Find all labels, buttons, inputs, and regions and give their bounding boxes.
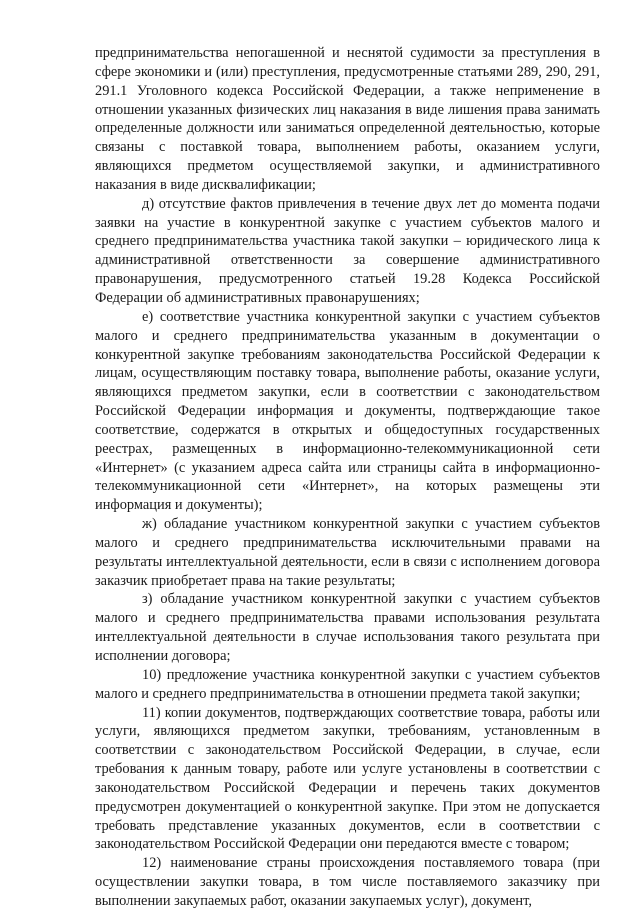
paragraph-item-11: 11) копии документов, подтверждающих соответствие товара, работы или услуги, являющихся предметом закупки, требованиям, установленным в соответствии с законодательством Российской Федерации, в случае, если требования к данным товару, работе или услуге установлены в соответствии с законодательством Российской Федерации и перечень таких документов предусмотрен документацией о конкурентной закупке. При этом не допускается требовать представление указанных документов, если в соответствии с законодательством Российской Федерации они передаются вместе с товаром;	[95, 704, 600, 853]
paragraph-item-10: 10) предложение участника конкурентной закупки с участием субъектов малого и среднего предпринимательства в отношении предмета такой закупки;	[95, 666, 600, 702]
paragraph-item-e: е) соответствие участника конкурентной закупки с участием субъектов малого и среднего предпринимательства указанным в документации о конкурентной закупке требованиям законодательства Российской Федерации к лицам, осуществляющим поставку товара, выполнение работы, оказание услуги, являющихся предметом закупки, если в соответствии с законодательством Российской Федерации информация и документы, подтверждающие такое соответствие, содержатся в открытых и общедоступных государственных реестрах, размещенных в информационно-телекоммуникационной сети «Интернет» (с указанием адреса сайта или страницы сайта в информационно-телекоммуникационной сети «Интернет», на которых размещены эти информация и документы);	[95, 308, 600, 514]
paragraph-item-zh: ж) обладание участником конкурентной закупки с участием субъектов малого и среднего предпринимательства исключительными правами на результаты интеллектуальной деятельности, если в связи с исполнением договора заказчик приобретает права на такие результаты;	[95, 516, 600, 589]
paragraph-continuation: предпринимательства непогашенной и неснятой судимости за преступления в сфере экономики и (или) преступления, предусмотренные статьями 289, 290, 291, 291.1 Уголовного кодекса Российской Федерации, а также неприменение в отношении указанных физических лиц наказания в виде лишения права занимать определенные должности или заниматься определенной деятельностью, которые связаны с поставкой товара, выполнением работы, оказанием услуги, являющихся предметом осуществляемой закупки, и административного наказания в виде дисквалификации;	[95, 45, 600, 193]
paragraph-item-d: д) отсутствие фактов привлечения в течение двух лет до момента подачи заявки на участие в конкурентной закупке с участием субъектов малого и среднего предпринимательства участника такой закупки – юридического лица к административной ответственности за совершение административного правонарушения, предусмотренного статьей 19.28 Кодекса Российской Федерации об административных правонарушениях;	[95, 195, 600, 306]
document-body	[95, 44, 600, 911]
paragraph-item-z: з) обладание участником конкурентной закупки с участием субъектов малого и среднего предпринимательства правами использования результата интеллектуальной деятельности в случае использования такого результата при исполнении договора;	[95, 591, 600, 664]
paragraph-item-12: 12) наименование страны происхождения поставляемого товара (при осуществлении закупки товара, в том числе поставляемого заказчику при выполнении закупаемых работ, оказании закупаемых услуг), документ,	[95, 855, 600, 909]
